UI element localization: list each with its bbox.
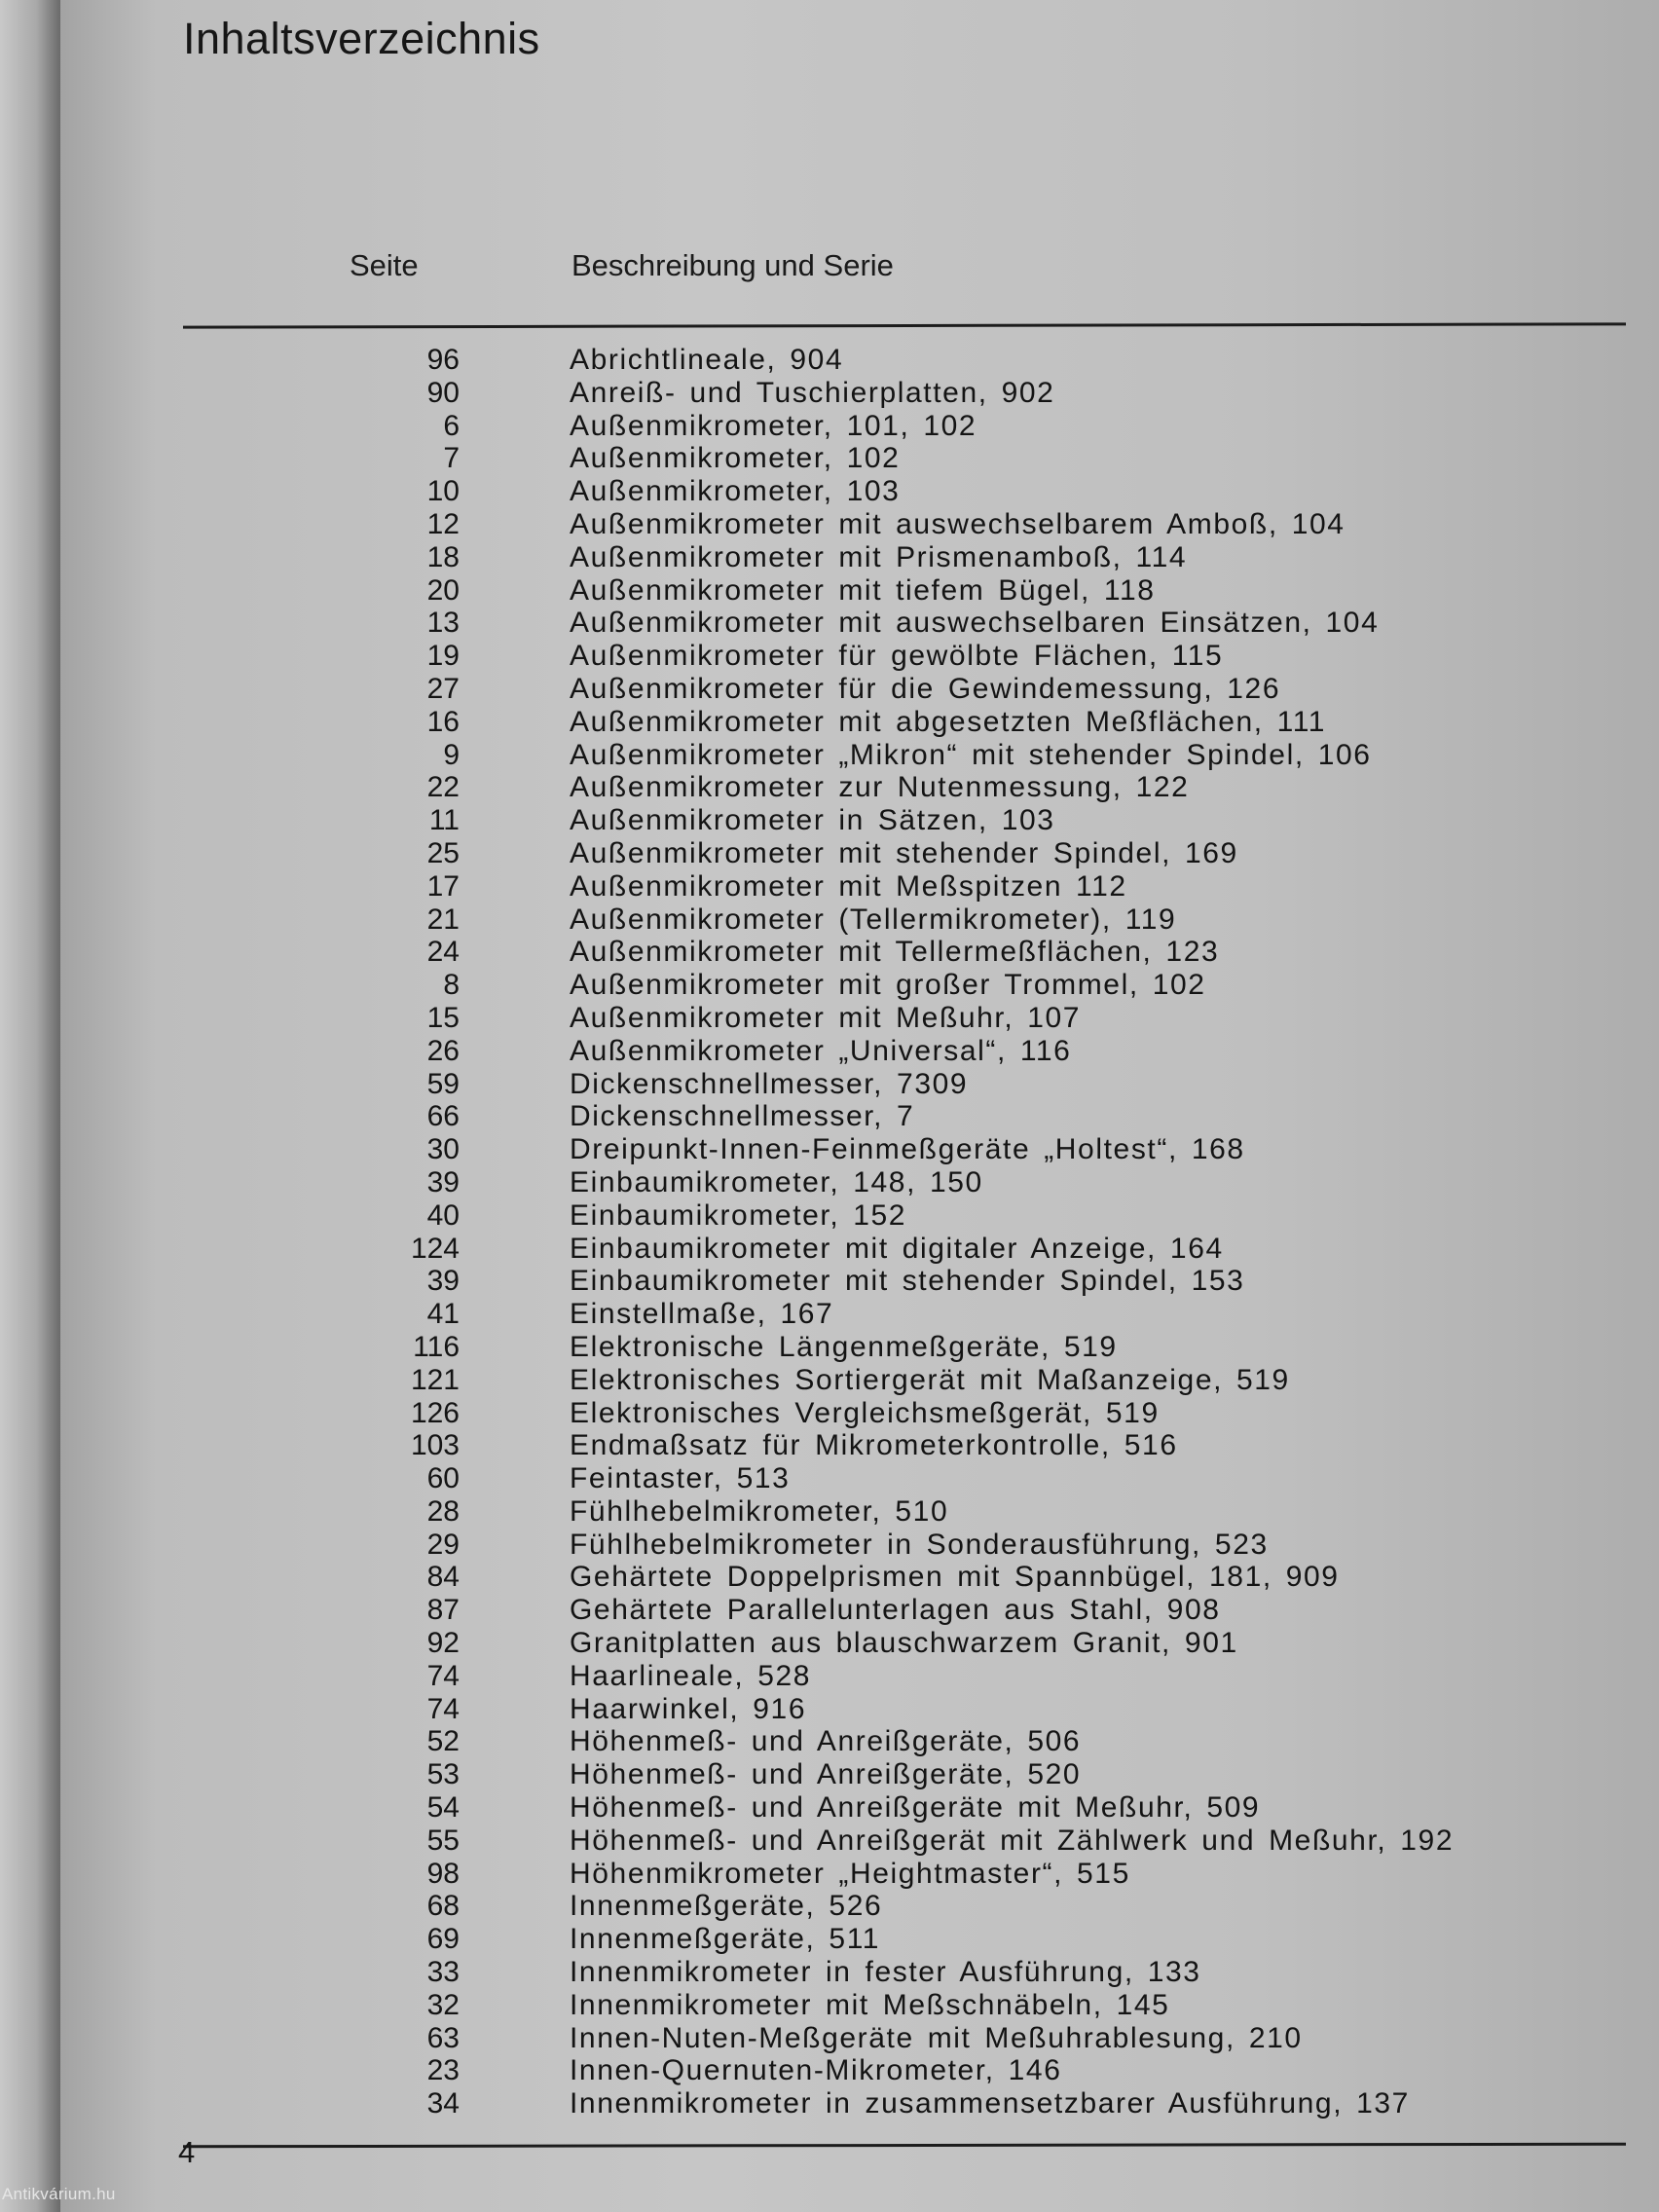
toc-description: Dickenschnellmesser, 7309 <box>570 1067 969 1100</box>
toc-description: Einbaumikrometer mit stehender Spindel, 153 <box>570 1265 1245 1298</box>
toc-page-number: 30 <box>426 1133 460 1166</box>
toc-page-number: 121 <box>410 1363 460 1396</box>
toc-row <box>60 1660 1659 1693</box>
toc-row <box>60 1956 1659 1989</box>
toc-description: Innenmeßgeräte, 526 <box>570 1890 883 1923</box>
toc-page-number: 9 <box>443 738 460 771</box>
toc-page-number: 55 <box>426 1824 460 1857</box>
toc-description: Außenmikrometer, 103 <box>570 475 901 508</box>
toc-page-number: 39 <box>426 1265 460 1298</box>
toc-row <box>60 442 1659 475</box>
column-header-page: Seite <box>350 248 419 282</box>
toc-page-number: 39 <box>426 1165 460 1198</box>
toc-page-number: 8 <box>443 969 460 1002</box>
toc-description: Außenmikrometer mit stehender Spindel, 169 <box>570 836 1238 869</box>
toc-row <box>60 771 1659 804</box>
toc-description: Dickenschnellmesser, 7 <box>570 1100 915 1133</box>
toc-row <box>60 1397 1659 1430</box>
toc-page-number: 68 <box>426 1890 460 1923</box>
toc-description: Höhenmeß- und Anreißgerät mit Zählwerk und Meßuhr, 192 <box>570 1824 1455 1857</box>
toc-description: Außenmikrometer mit Meßspitzen 112 <box>570 869 1127 903</box>
toc-page-number: 33 <box>426 1956 460 1989</box>
toc-row <box>60 870 1659 903</box>
toc-description: Außenmikrometer mit auswechselbaren Einsätzen, 104 <box>570 607 1380 640</box>
toc-row <box>60 1035 1659 1068</box>
toc-page-number: 124 <box>410 1232 460 1265</box>
toc-description: Außenmikrometer für gewölbte Flächen, 115 <box>570 640 1224 673</box>
toc-page-number: 69 <box>426 1923 460 1956</box>
toc-row <box>60 706 1659 739</box>
toc-row <box>60 739 1659 772</box>
toc-row <box>60 936 1659 969</box>
toc-row <box>60 969 1659 1002</box>
toc-row <box>60 344 1659 377</box>
toc-row <box>60 640 1659 673</box>
toc-description: Fühlhebelmikrometer in Sonderausführung, 523 <box>570 1528 1269 1561</box>
toc-row <box>60 1923 1659 1956</box>
toc-description: Innenmeßgeräte, 511 <box>570 1923 881 1956</box>
toc-row <box>60 574 1659 608</box>
toc-page-number: 60 <box>426 1462 460 1495</box>
toc-page-number: 25 <box>426 836 460 869</box>
toc-description: Außenmikrometer für die Gewindemessung, 126 <box>570 672 1281 705</box>
toc-row <box>60 1791 1659 1825</box>
toc-page-number: 87 <box>426 1594 460 1627</box>
table-of-contents <box>60 344 1659 2120</box>
toc-row <box>60 1068 1659 1101</box>
toc-page-number: 29 <box>426 1528 460 1561</box>
toc-page-number: 22 <box>426 771 460 804</box>
toc-page-number: 74 <box>426 1659 460 1692</box>
toc-description: Außenmikrometer in Sätzen, 103 <box>570 804 1055 837</box>
toc-page-number: 6 <box>443 409 460 442</box>
toc-row <box>60 1989 1659 2022</box>
footer-rule <box>183 2143 1626 2149</box>
toc-row <box>60 1298 1659 1331</box>
toc-page-number: 54 <box>426 1791 460 1825</box>
toc-row <box>60 1594 1659 1627</box>
toc-row <box>60 1462 1659 1495</box>
toc-description: Einstellmaße, 167 <box>570 1298 834 1331</box>
toc-description: Außenmikrometer „Mikron“ mit stehender Spindel, 106 <box>570 738 1372 771</box>
toc-row <box>60 903 1659 937</box>
toc-row <box>60 1627 1659 1660</box>
toc-description: Einbaumikrometer mit digitaler Anzeige, 164 <box>570 1232 1224 1265</box>
toc-description: Granitplatten aus blauschwarzem Granit, 901 <box>570 1627 1238 1660</box>
book-spine-edge <box>0 0 60 2212</box>
toc-row <box>60 1233 1659 1266</box>
toc-description: Haarlineale, 528 <box>570 1659 812 1692</box>
toc-description: Innen-Quernuten-Mikrometer, 146 <box>570 2054 1062 2087</box>
toc-row <box>60 1166 1659 1199</box>
toc-page-number: 13 <box>426 607 460 640</box>
toc-description: Einbaumikrometer, 152 <box>570 1198 907 1232</box>
toc-description: Höhenmikrometer „Heightmaster“, 515 <box>570 1857 1130 1890</box>
toc-description: Gehärtete Doppelprismen mit Spannbügel, 181, 909 <box>570 1561 1340 1594</box>
toc-description: Fühlhebelmikrometer, 510 <box>570 1494 949 1528</box>
toc-page-number: 7 <box>443 442 460 475</box>
toc-page-number: 74 <box>426 1692 460 1725</box>
toc-page-number: 59 <box>426 1067 460 1100</box>
toc-description: Außenmikrometer (Tellermikrometer), 119 <box>570 903 1177 936</box>
toc-page-number: 21 <box>426 903 460 936</box>
toc-description: Innenmikrometer in fester Ausführung, 133 <box>570 1956 1201 1989</box>
page-number: 4 <box>178 2135 196 2169</box>
toc-row <box>60 804 1659 837</box>
toc-description: Außenmikrometer zur Nutenmessung, 122 <box>570 771 1190 804</box>
toc-description: Höhenmeß- und Anreißgeräte, 520 <box>570 1758 1082 1791</box>
toc-row <box>60 1364 1659 1397</box>
toc-row <box>60 1265 1659 1298</box>
toc-description: Endmaßsatz für Mikrometerkontrolle, 516 <box>570 1429 1178 1462</box>
toc-description: Elektronische Längenmeßgeräte, 519 <box>570 1330 1118 1363</box>
toc-description: Außenmikrometer mit Tellermeßflächen, 123 <box>570 936 1220 969</box>
toc-page-number: 10 <box>426 475 460 508</box>
toc-description: Innenmikrometer in zusammensetzbarer Ausführung, 137 <box>570 2087 1410 2120</box>
toc-row <box>60 1133 1659 1166</box>
toc-row <box>60 1890 1659 1923</box>
toc-page-number: 19 <box>426 640 460 673</box>
toc-description: Elektronisches Vergleichsmeßgerät, 519 <box>570 1396 1160 1429</box>
toc-page-number: 27 <box>426 672 460 705</box>
toc-row <box>60 1858 1659 1891</box>
toc-page-number: 32 <box>426 1988 460 2021</box>
toc-row <box>60 1529 1659 1562</box>
toc-row <box>60 1825 1659 1858</box>
toc-description: Höhenmeß- und Anreißgeräte, 506 <box>570 1725 1082 1758</box>
toc-row <box>60 2022 1659 2055</box>
toc-row <box>60 1758 1659 1791</box>
toc-description: Anreiß- und Tuschierplatten, 902 <box>570 376 1055 409</box>
toc-row <box>60 837 1659 870</box>
toc-page-number: 18 <box>426 540 460 573</box>
toc-description: Innenmikrometer mit Meßschnäbeln, 145 <box>570 1988 1170 2021</box>
page-title: Inhaltsverzeichnis <box>183 14 540 63</box>
toc-description: Höhenmeß- und Anreißgeräte mit Meßuhr, 509 <box>570 1791 1261 1825</box>
toc-row <box>60 1100 1659 1133</box>
toc-row <box>60 410 1659 443</box>
toc-description: Haarwinkel, 916 <box>570 1692 807 1725</box>
toc-description: Elektronisches Sortiergerät mit Maßanzeige, 519 <box>570 1363 1290 1396</box>
toc-page-number: 24 <box>426 936 460 969</box>
toc-page-number: 126 <box>410 1396 460 1429</box>
toc-row <box>60 377 1659 410</box>
toc-page-number: 41 <box>426 1298 460 1331</box>
toc-description: Außenmikrometer mit abgesetzten Meßflächen, 111 <box>570 705 1327 738</box>
toc-page-number: 66 <box>426 1100 460 1133</box>
toc-row <box>60 1725 1659 1758</box>
toc-description: Außenmikrometer mit tiefem Bügel, 118 <box>570 573 1156 607</box>
toc-row <box>60 1429 1659 1462</box>
toc-page-number: 12 <box>426 507 460 540</box>
toc-row <box>60 508 1659 541</box>
toc-row <box>60 475 1659 508</box>
toc-description: Innen-Nuten-Meßgeräte mit Meßuhrablesung, 210 <box>570 2021 1303 2054</box>
toc-page-number: 11 <box>428 804 460 837</box>
toc-page-number: 20 <box>426 573 460 607</box>
toc-description: Außenmikrometer, 102 <box>570 442 901 475</box>
toc-description: Einbaumikrometer, 148, 150 <box>570 1165 983 1198</box>
toc-page-number: 52 <box>426 1725 460 1758</box>
toc-description: Feintaster, 513 <box>570 1462 791 1495</box>
toc-page-number: 116 <box>413 1330 460 1363</box>
book-page <box>60 0 1659 2212</box>
toc-page-number: 17 <box>426 869 460 903</box>
toc-page-number: 15 <box>426 1001 460 1034</box>
header-rule <box>183 322 1626 328</box>
toc-page-number: 84 <box>426 1561 460 1594</box>
toc-row <box>60 1561 1659 1594</box>
toc-row <box>60 2087 1659 2120</box>
toc-row <box>60 607 1659 640</box>
toc-page-number: 26 <box>426 1034 460 1067</box>
toc-page-number: 16 <box>426 705 460 738</box>
toc-row <box>60 1495 1659 1529</box>
column-header-description: Beschreibung und Serie <box>571 248 894 282</box>
toc-page-number: 63 <box>426 2021 460 2054</box>
toc-page-number: 34 <box>426 2087 460 2120</box>
toc-page-number: 28 <box>426 1494 460 1528</box>
toc-description: Außenmikrometer mit auswechselbarem Amboß, 104 <box>570 507 1346 540</box>
toc-page-number: 23 <box>426 2054 460 2087</box>
toc-page-number: 90 <box>426 376 460 409</box>
toc-row <box>60 1331 1659 1364</box>
toc-page-number: 40 <box>426 1198 460 1232</box>
toc-description: Außenmikrometer mit großer Trommel, 102 <box>570 969 1206 1002</box>
toc-description: Abrichtlineale, 904 <box>570 344 844 376</box>
toc-row <box>60 1693 1659 1726</box>
toc-page-number: 103 <box>410 1429 460 1462</box>
toc-page-number: 53 <box>426 1758 460 1791</box>
toc-description: Außenmikrometer mit Prismenamboß, 114 <box>570 540 1188 573</box>
toc-row <box>60 673 1659 706</box>
toc-description: Außenmikrometer, 101, 102 <box>570 409 977 442</box>
toc-description: Gehärtete Parallelunterlagen aus Stahl, 908 <box>570 1594 1221 1627</box>
toc-page-number: 98 <box>426 1857 460 1890</box>
toc-row <box>60 541 1659 574</box>
toc-description: Außenmikrometer „Universal“, 116 <box>570 1034 1072 1067</box>
watermark: Antikvárium.hu <box>2 2185 116 2203</box>
toc-row <box>60 1199 1659 1233</box>
toc-description: Außenmikrometer mit Meßuhr, 107 <box>570 1001 1082 1034</box>
toc-page-number: 92 <box>426 1627 460 1660</box>
toc-row <box>60 2054 1659 2087</box>
toc-row <box>60 1002 1659 1035</box>
toc-page-number: 96 <box>426 344 460 376</box>
toc-description: Dreipunkt-Innen-Feinmeßgeräte „Holtest“, 168 <box>570 1133 1245 1166</box>
